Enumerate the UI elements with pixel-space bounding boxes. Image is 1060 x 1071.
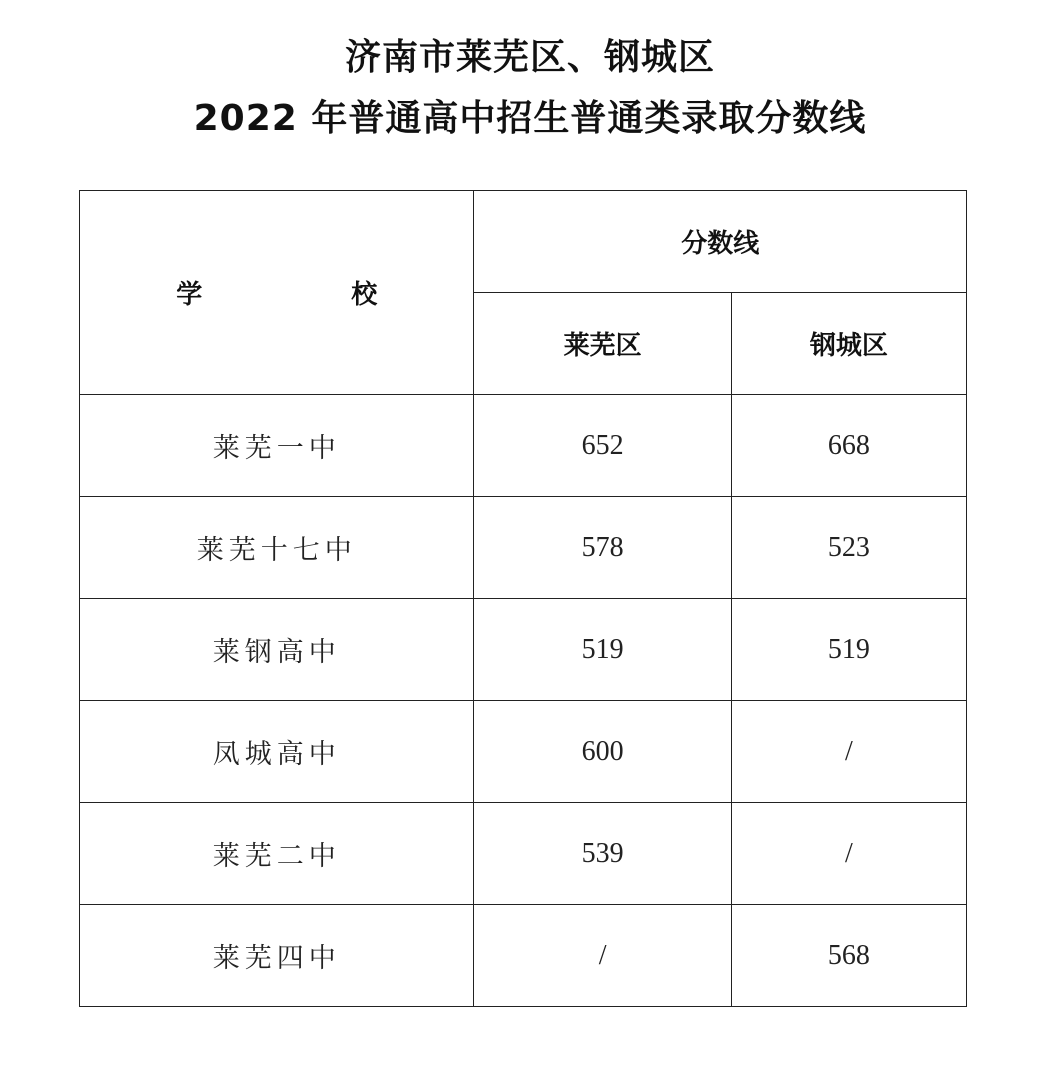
score-column-header [474, 191, 967, 293]
gangcheng-score-cell: 668 [731, 395, 966, 497]
gangcheng-score-cell: 568 [731, 905, 966, 1007]
table-row [80, 599, 967, 701]
gangcheng-score-cell: 523 [731, 497, 966, 599]
school-name-cell: 莱芜十七中 [80, 497, 474, 599]
document-title-line1: 济南市莱芜区、钢城区 [344, 37, 715, 78]
table-row [80, 497, 967, 599]
laiwu-score-cell: 519 [474, 599, 731, 701]
gangcheng-score-cell: / [731, 803, 966, 905]
table-row [80, 395, 967, 497]
table-row [80, 803, 967, 905]
gangcheng-score-cell: / [731, 701, 966, 803]
district-header-gangcheng [731, 293, 966, 395]
school-name-cell: 莱钢高中 [80, 599, 474, 701]
gangcheng-score-cell: 519 [731, 599, 966, 701]
document-title-line2: 2022 年普通高中招生普通类录取分数线 [193, 98, 867, 139]
laiwu-score-cell: / [474, 905, 731, 1007]
laiwu-score-cell: 578 [474, 497, 731, 599]
school-name-cell: 莱芜四中 [80, 905, 474, 1007]
laiwu-score-cell: 600 [474, 701, 731, 803]
table-row [80, 701, 967, 803]
school-name-cell: 莱芜二中 [80, 803, 474, 905]
district-header-laiwu [474, 293, 731, 395]
school-column-header [80, 191, 474, 395]
district-label-gangcheng: 钢城区 [809, 331, 888, 361]
table-row [80, 905, 967, 1007]
school-name-cell: 凤城高中 [80, 701, 474, 803]
laiwu-score-cell: 539 [474, 803, 731, 905]
score-header-label: 分数线 [681, 229, 760, 259]
school-header-label: 学 校 [176, 280, 448, 310]
score-table [79, 190, 967, 1007]
table-header-row [80, 191, 967, 293]
district-label-laiwu: 莱芜区 [563, 331, 642, 361]
school-name-cell: 莱芜一中 [80, 395, 474, 497]
laiwu-score-cell: 652 [474, 395, 731, 497]
